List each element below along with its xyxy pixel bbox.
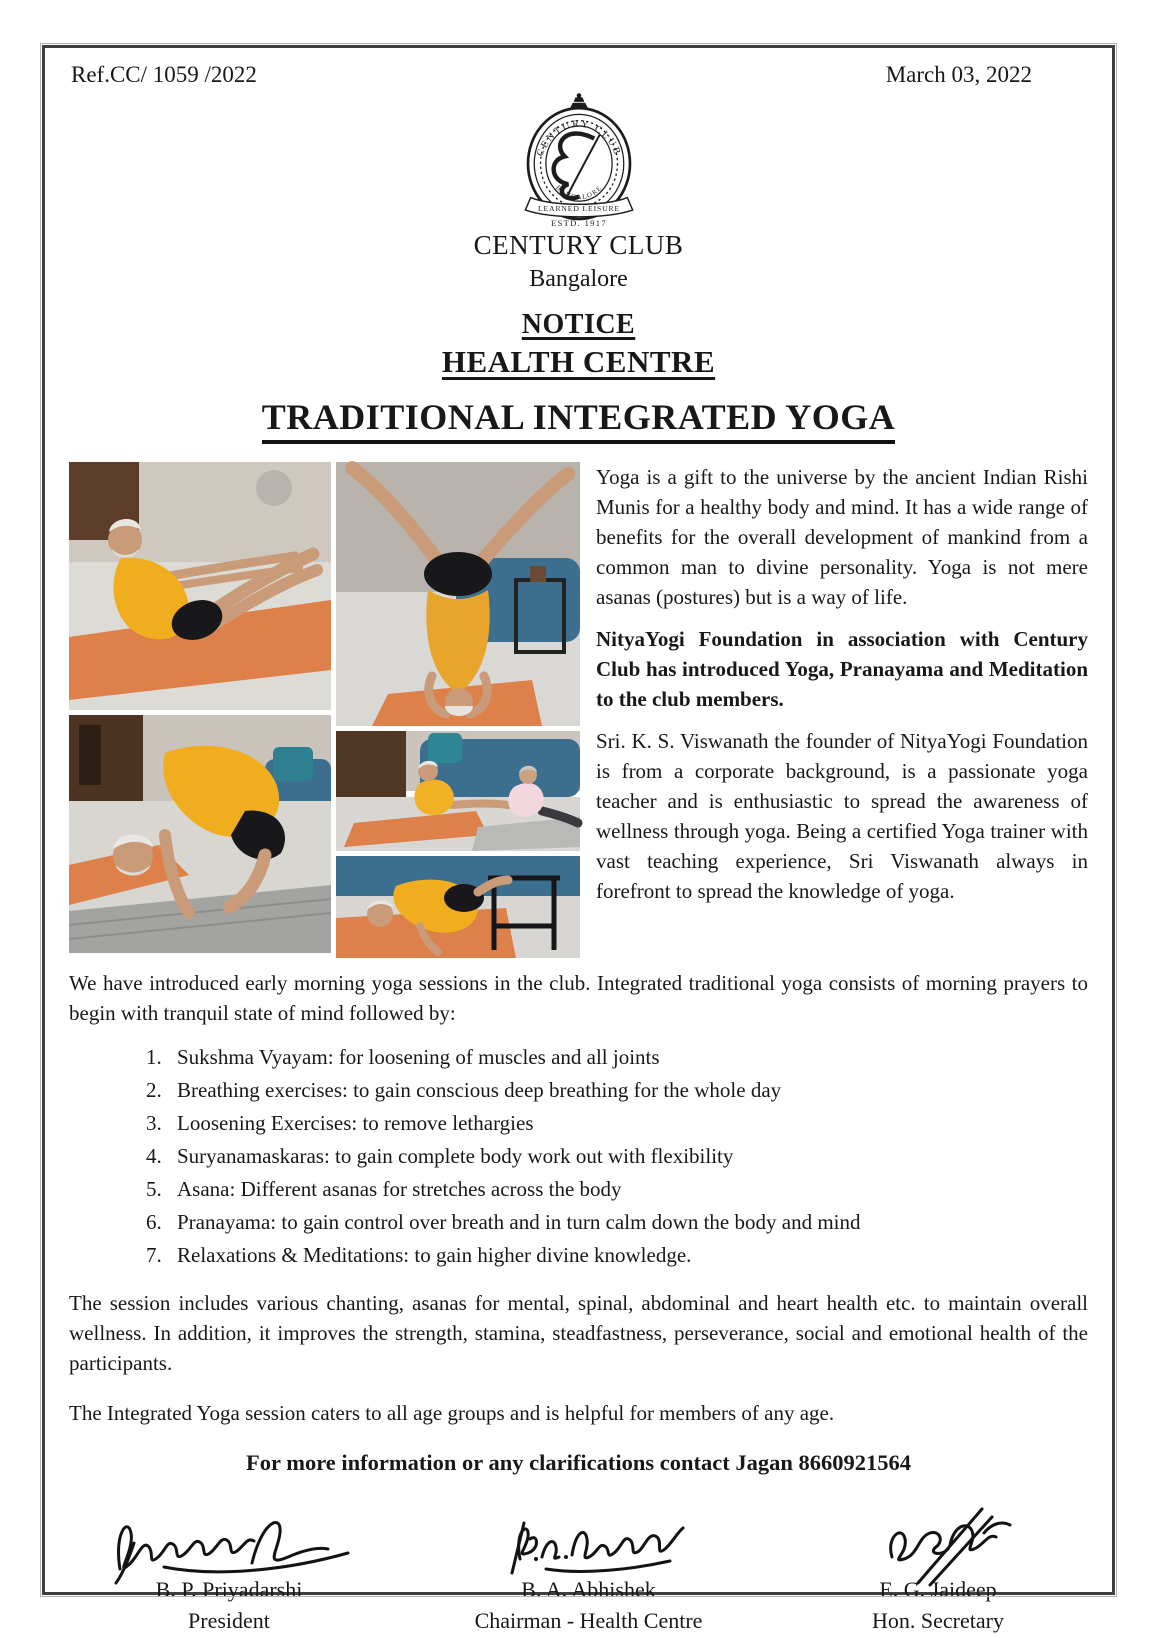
org-name: CENTURY CLUB — [473, 230, 684, 260]
logo-top-arc-text: CENTURY CLUB — [534, 118, 623, 158]
heading-notice: NOTICE — [521, 309, 636, 340]
signatory-name: E. G. Jaideep — [879, 1576, 997, 1602]
svg-text:CENTURY CLUB — [534, 119, 622, 158]
ref-number: Ref.CC/ 1059 /2022 — [71, 62, 257, 87]
heading-dept-row — [69, 344, 1088, 380]
signatory-title: President — [188, 1607, 270, 1633]
list-item: 1. Sukshma Vyayam: for loosening of muscles and all joints — [167, 1042, 1088, 1072]
date: March 03, 2022 — [885, 62, 1032, 87]
age-paragraph: The Integrated Yoga session caters to all age groups and is helpful for members of any age. — [69, 1401, 835, 1425]
yoga-steps-list — [69, 1042, 1088, 1270]
yoga-photo-partner-stretch — [336, 731, 580, 851]
logo-bottom-arc-text: BANGALORE — [553, 184, 604, 202]
century-club-crest-icon — [505, 92, 653, 228]
contact-line: For more information or any clarifications contact Jagan 8660921564 — [246, 1450, 911, 1475]
intro-paragraph-2: NityaYogi Foundation in association with Century Club has introduced Yoga, Pranayama and Meditation to the club members. — [596, 627, 1088, 711]
list-item: 7. Relaxations & Meditations: to gain higher divine knowledge. — [167, 1240, 1088, 1270]
logo-container — [69, 92, 1088, 228]
logo-ribbon-text: LEARNED LEISURE — [537, 204, 620, 213]
intro-text-column — [596, 462, 1088, 958]
notice-document — [42, 45, 1115, 1633]
signature-row — [69, 1499, 1088, 1634]
heading-notice-row — [69, 309, 1088, 341]
yoga-photo-headstand — [336, 462, 580, 726]
yoga-photo-crow-pose — [69, 715, 331, 953]
intro-paragraph-1: Yoga is a gift to the universe by the ancient Indian Rishi Munis for a healthy body and mind. It has a wide range of benefits for the overall development of mankind from a common man to divine personality. Yoga is not mere asanas (postures) but is a way of life. — [596, 465, 1088, 609]
photo-collage — [69, 462, 580, 958]
signature-block-chairman — [399, 1503, 779, 1634]
list-item: 6. Pranayama: to gain control over breath and in turn calm down the body and mind — [167, 1207, 1088, 1237]
logo-estd-text: ESTD. 1917 — [550, 218, 607, 228]
header-row — [69, 58, 1088, 88]
signature-priyadarshi — [104, 1499, 354, 1585]
list-item: 4. Suryanamaskaras: to gain complete body work out with flexibility — [167, 1141, 1088, 1171]
list-item: 3. Loosening Exercises: to remove lethargies — [167, 1108, 1088, 1138]
signature-block-president — [69, 1499, 389, 1634]
collage-right-column — [336, 462, 580, 958]
signatory-name: B. P. Priyadarshi — [155, 1576, 303, 1602]
page-title: TRADITIONAL INTEGRATED YOGA — [262, 396, 896, 444]
signatory-name: B. A. Abhishek — [521, 1576, 656, 1602]
signatory-title: Hon. Secretary — [872, 1607, 1004, 1633]
intro-section — [69, 462, 1088, 958]
heading-title-row — [69, 396, 1088, 444]
signature-jaideep — [858, 1499, 1018, 1585]
yoga-photo-crow-pose-table — [336, 856, 580, 958]
list-item: 2. Breathing exercises: to gain conscious deep breathing for the whole day — [167, 1075, 1088, 1105]
lead-paragraph: We have introduced early morning yoga sessions in the club. Integrated traditional yoga consists of morning prayers to begin with tranquil state of mind followed by: — [69, 971, 1088, 1025]
collage-left-column — [69, 462, 331, 958]
yoga-photo-boat-pose — [69, 462, 331, 710]
signature-abhishek — [484, 1503, 694, 1585]
signature-block-secretary — [788, 1499, 1088, 1634]
heading-health-centre: HEALTH CENTRE — [441, 344, 716, 379]
intro-paragraph-3: Sri. K. S. Viswanath the founder of NityaYogi Foundation is from a corporate background, is a passionate yoga teacher and is enthusiastic to spread the awareness of wellness through yoga. Being a certified Yoga trainer with vast teaching experience, Sri Viswanath always in forefront to spread the knowledge of yoga. — [596, 729, 1088, 903]
org-city: Bangalore — [529, 266, 628, 292]
list-item: 5. Asana: Different asanas for stretches across the body — [167, 1174, 1088, 1204]
session-paragraph: The session includes various chanting, asanas for mental, spinal, abdominal and heart health etc. to maintain overall wellness. In addition, it improves the strength, stamina, steadfastness, perseverance, social and emotional health of the participants. — [69, 1291, 1088, 1375]
signatory-title: Chairman - Health Centre — [474, 1607, 703, 1633]
